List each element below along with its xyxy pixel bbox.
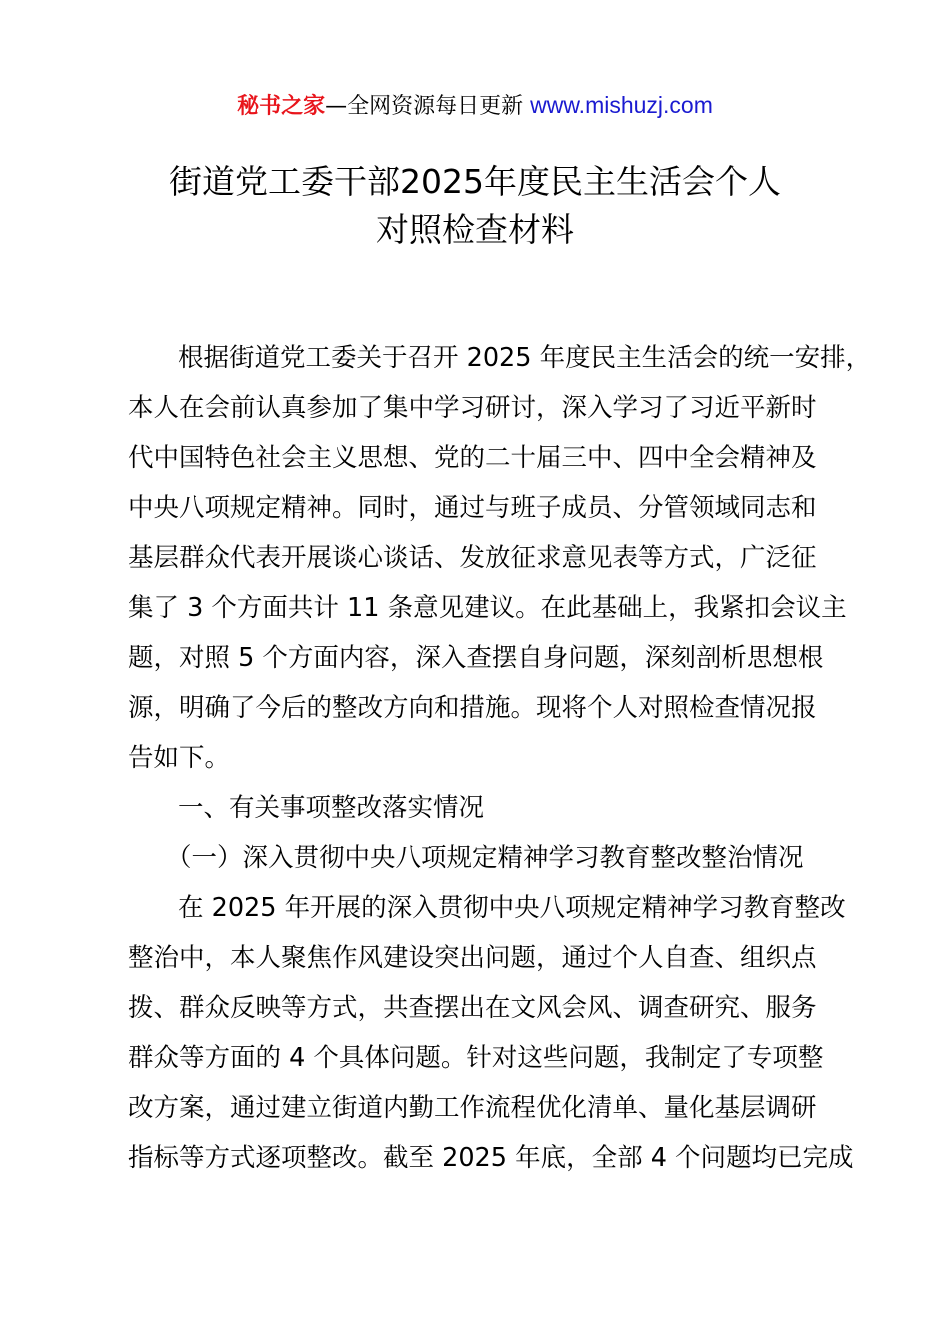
paragraph-line: 中央八项规定精神。同时，通过与班子成员、分管领域同志和 xyxy=(128,493,817,523)
document-body xyxy=(128,333,872,1183)
paragraph-line: 拨、群众反映等方式，共查摆出在文风会风、调查研究、服务 xyxy=(128,993,817,1023)
paragraph-line: 根据街道党工委关于召开 2025 年度民主生活会的统一安排， xyxy=(178,343,872,373)
title-line-1: 街道党工委干部2025年度民主生活会个人 xyxy=(169,162,781,201)
site-header xyxy=(0,88,950,124)
paragraph-line: 在 2025 年开展的深入贯彻中央八项规定精神学习教育整改 xyxy=(178,893,846,923)
paragraph-line: 整治中，本人聚焦作风建设突出问题，通过个人自查、组织点 xyxy=(128,943,817,973)
paragraph-line: 基层群众代表开展谈心谈话、发放征求意见表等方式，广泛征 xyxy=(128,543,817,573)
paragraph-line: 告如下。 xyxy=(128,743,231,773)
title-line-2: 对照检查材料 xyxy=(376,210,574,249)
site-url-link[interactable]: www.mishuzj.com xyxy=(530,92,713,118)
paragraph-line: 群众等方面的 4 个具体问题。针对这些问题，我制定了专项整 xyxy=(128,1043,824,1073)
paragraph-line: 本人在会前认真参加了集中学习研讨，深入学习了习近平新时 xyxy=(128,393,817,423)
paragraph-line: 源，明确了今后的整改方向和措施。现将个人对照检查情况报 xyxy=(128,693,817,723)
paragraph-line: 指标等方式逐项整改。截至 2025 年底，全部 4 个问题均已完成 xyxy=(128,1143,854,1173)
document-title xyxy=(100,158,850,254)
paragraph-line: 集了 3 个方面共计 11 条意见建议。在此基础上，我紧扣会议主 xyxy=(128,593,847,623)
header-tagline: —全网资源每日更新 xyxy=(325,94,524,119)
paragraph-line: 题，对照 5 个方面内容，深入查摆自身问题，深刻剖析思想根 xyxy=(128,643,824,673)
paragraph-line: 改方案，通过建立街道内勤工作流程优化清单、量化基层调研 xyxy=(128,1093,817,1123)
brand-name: 秘书之家 xyxy=(237,94,326,119)
section-heading: 一、有关事项整改落实情况 xyxy=(178,793,485,823)
subsection-heading: （一）深入贯彻中央八项规定精神学习教育整改整治情况 xyxy=(166,843,804,873)
paragraph-line: 代中国特色社会主义思想、党的二十届三中、四中全会精神及 xyxy=(128,443,817,473)
